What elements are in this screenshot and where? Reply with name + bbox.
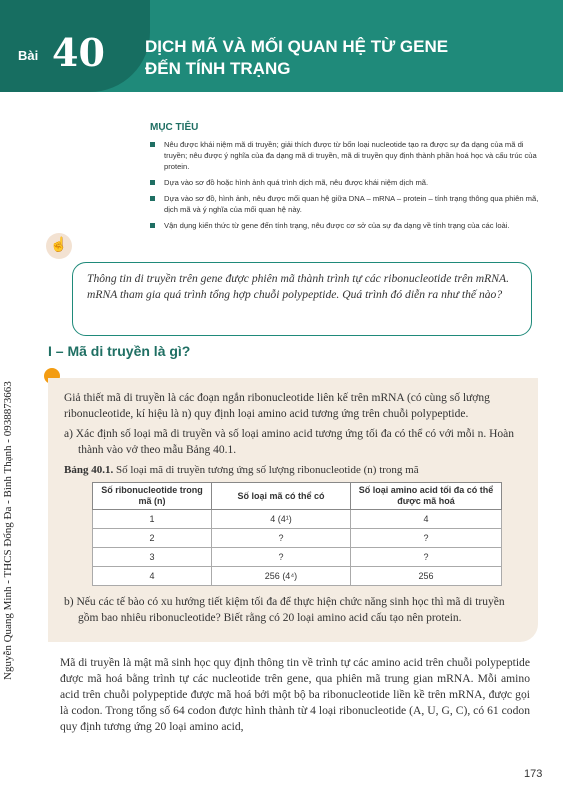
lesson-title xyxy=(145,36,545,80)
square-bullet-icon xyxy=(150,196,155,201)
table-header-cell: Số ribonucleotide trong mã (n) xyxy=(93,483,212,510)
question-a: a) Xác định số loại mã di truyền và số loại amino acid tương ứng tối đa có thể có với mỗi n. Hoàn thành vào vở theo mẫu Bảng 40.1. xyxy=(64,428,515,456)
table-header-cell: Số loại amino acid tối đa có thể được mã hoá xyxy=(351,483,502,510)
table-row xyxy=(93,529,502,548)
lesson-word: Bài xyxy=(18,48,39,63)
table-cell: 256 xyxy=(351,567,502,586)
objective-item: Nêu được khái niệm mã di truyền; giải thích được từ bốn loại nucleotide tạo ra được sự đa dạng của mã di truyền; nêu được ý nghĩa của đa dạng mã di truyền, mã di truyền quy định thành phần hoá học và cấu trúc của protein. xyxy=(150,139,540,172)
activity-intro: Giả thiết mã di truyền là các đoạn ngắn ribonucleotide liên kế trên mRNA (có cùng số lượng ribonucleotide, kí hiệu là n) quy định loại amino acid tương ứng trên chuỗi polypeptide. xyxy=(64,392,490,420)
pointing-hand-icon: ☝ xyxy=(46,233,72,259)
table-cell: 1 xyxy=(93,510,212,529)
activity-box xyxy=(48,378,538,642)
table-row xyxy=(93,567,502,586)
table-caption: Bảng 40.1. Số loại mã di truyền tương ứng số lượng ribonucleotide (n) trong mã xyxy=(64,464,419,476)
table-cell: 4 (4¹) xyxy=(212,510,351,529)
table-cell: ? xyxy=(212,529,351,548)
intro-question-box: Thông tin di truyền trên gene được phiên mã thành trình tự các ribonucleotide trên mRNA. mRNA tham gia quá trình tổng hợp chuỗi polypeptide. Quá trình đó diễn ra như thế nào? xyxy=(72,262,532,336)
square-bullet-icon xyxy=(150,180,155,185)
table-cell: 3 xyxy=(93,548,212,567)
table-header-row xyxy=(93,483,502,510)
table-row xyxy=(93,510,502,529)
table-cell: ? xyxy=(351,529,502,548)
lesson-number: 40 xyxy=(52,30,105,75)
page-number: 173 xyxy=(524,768,543,780)
square-bullet-icon xyxy=(150,223,155,228)
lesson-header xyxy=(0,0,563,92)
lesson-title-line-1: DỊCH MÃ VÀ MỐI QUAN HỆ TỪ GENE xyxy=(145,37,449,56)
table-cell: 256 (4⁴) xyxy=(212,567,351,586)
side-watermark-text: Nguyễn Quang Minh - THCS Đống Đa - Bình Thạnh - 0938873663 xyxy=(2,381,14,680)
lesson-title-line-2: ĐẾN TÍNH TRẠNG xyxy=(145,59,291,78)
table-header-cell: Số loại mã có thể có xyxy=(212,483,351,510)
table-cell: 4 xyxy=(93,567,212,586)
objective-item: Dựa vào sơ đồ hoặc hình ảnh quá trình dịch mã, nêu được khái niệm dịch mã. xyxy=(150,177,540,188)
objectives-block xyxy=(150,122,540,236)
table-cell: ? xyxy=(212,548,351,567)
question-b: b) Nếu các tế bào có xu hướng tiết kiệm tối đa để thực hiện chức năng sinh học thì mã di truyền gồm bao nhiêu ribonucleotide? Biết rằng có 20 loại amino acid cấu tạo nên protein. xyxy=(64,596,505,624)
body-paragraph: Mã di truyền là mật mã sinh học quy định thông tin về trình tự các amino acid trên chuỗi polypeptide được mã hoá bằng trình tự các nucleotide trên gene, qua phiên mã trung gian mRNA. Mỗi amino acid trên chuỗi polypeptide được mã hoá bởi một bộ ba ribonucleotide liền kề trên mRNA, được gọi là codon. Trong tổng số 64 codon được hình thành từ 4 loại ribonucleotide (A, U, G, C), có 61 codon quy định tương ứng 20 loại amino acid, xyxy=(60,656,530,733)
objective-item: Vận dụng kiến thức từ gene đến tính trạng, nêu được cơ sở của sự đa dạng về tính trạng của các loài. xyxy=(150,220,540,231)
objective-item: Dựa vào sơ đồ, hình ảnh, nêu được mối quan hệ giữa DNA – mRNA – protein – tính trạng thông qua phiên mã, dịch mã và ý nghĩa của mối quan hệ này. xyxy=(150,193,540,215)
section-title: I – Mã di truyền là gì? xyxy=(48,343,191,359)
table-row xyxy=(93,548,502,567)
square-bullet-icon xyxy=(150,142,155,147)
table-cell: 2 xyxy=(93,529,212,548)
table-cell: 4 xyxy=(351,510,502,529)
codon-table xyxy=(92,482,502,586)
objectives-heading: MỤC TIÊU xyxy=(150,122,199,133)
objectives-list xyxy=(150,139,540,231)
table-cell: ? xyxy=(351,548,502,567)
